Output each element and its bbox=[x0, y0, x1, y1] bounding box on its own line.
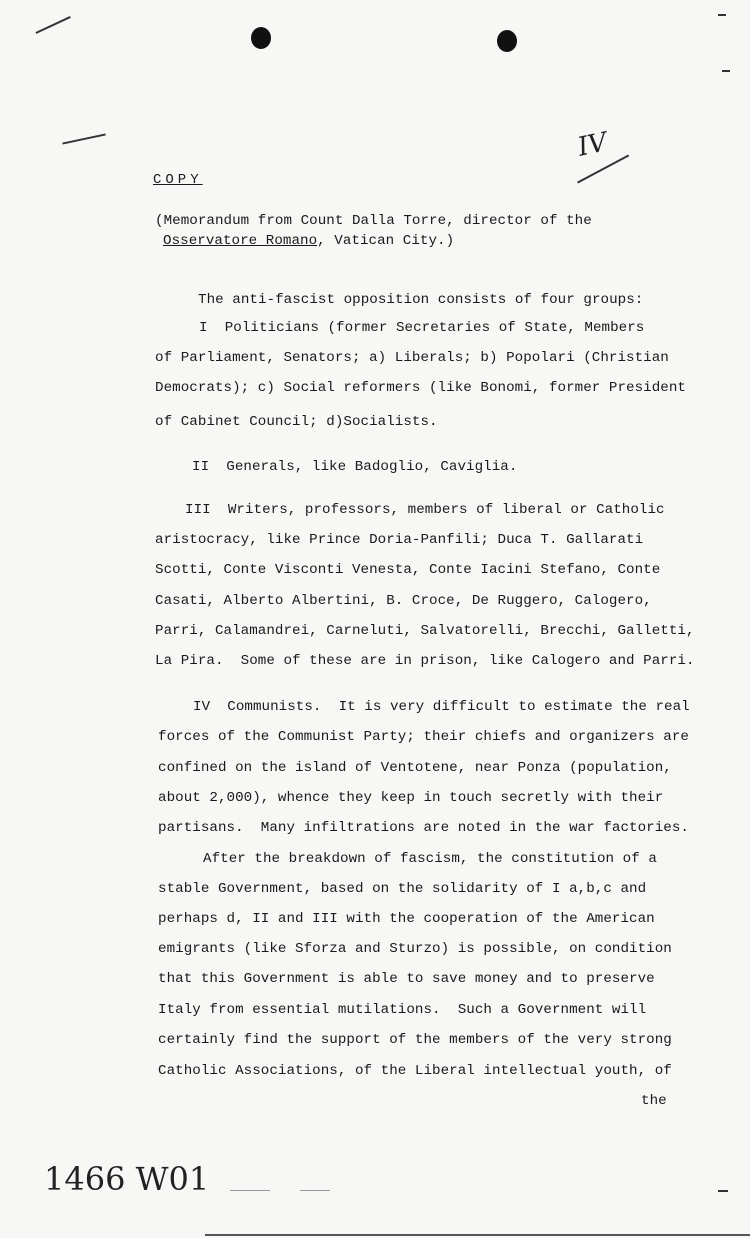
faint-mark bbox=[230, 1190, 270, 1191]
stray-mark bbox=[718, 1190, 728, 1192]
body-line: Parri, Calamandrei, Carneluti, Salvatorelli, Brecchi, Galletti, bbox=[155, 623, 695, 639]
punch-hole-left bbox=[251, 27, 271, 49]
faint-mark bbox=[300, 1190, 330, 1191]
catchword: the bbox=[641, 1093, 667, 1109]
bottom-edge-line bbox=[205, 1234, 750, 1236]
body-line: III Writers, professors, members of liberal or Catholic bbox=[185, 502, 665, 518]
stray-mark bbox=[722, 70, 730, 72]
body-line: about 2,000), whence they keep in touch secretly with their bbox=[158, 790, 664, 806]
body-line: Democrats); c) Social reformers (like Bonomi, former President bbox=[155, 380, 686, 396]
body-line: La Pira. Some of these are in prison, like Calogero and Parri. bbox=[155, 653, 695, 669]
body-line: forces of the Communist Party; their chiefs and organizers are bbox=[158, 729, 689, 745]
body-line: II Generals, like Badoglio, Caviglia. bbox=[192, 459, 518, 475]
body-line: of Cabinet Council; d)Socialists. bbox=[155, 414, 438, 430]
body-line: Catholic Associations, of the Liberal intellectual youth, of bbox=[158, 1063, 672, 1079]
handwritten-annotation: IV bbox=[575, 127, 610, 163]
body-line: perhaps d, II and III with the cooperation of the American bbox=[158, 911, 655, 927]
memo-line-1: (Memorandum from Count Dalla Torre, director of the bbox=[155, 213, 592, 229]
body-line: that this Government is able to save money and to preserve bbox=[158, 971, 655, 987]
body-line: Italy from essential mutilations. Such a Government will bbox=[158, 1002, 647, 1018]
stray-mark bbox=[35, 16, 70, 33]
body-line: certainly find the support of the members of the very strong bbox=[158, 1032, 672, 1048]
body-line: Casati, Alberto Albertini, B. Croce, De Ruggero, Calogero, bbox=[155, 593, 652, 609]
punch-hole-right bbox=[497, 30, 517, 52]
memo-line-2 bbox=[163, 232, 454, 250]
body-line: partisans. Many infiltrations are noted in the war factories. bbox=[158, 820, 689, 836]
body-line: emigrants (like Sforza and Sturzo) is possible, on condition bbox=[158, 941, 672, 957]
newspaper-name: Osservatore Romano bbox=[163, 233, 318, 249]
stray-mark bbox=[62, 133, 105, 144]
body-line: After the breakdown of fascism, the constitution of a bbox=[203, 851, 657, 867]
body-line: aristocracy, like Prince Doria-Panfili; Duca T. Gallarati bbox=[155, 532, 644, 548]
body-line: of Parliament, Senators; a) Liberals; b) Popolari (Christian bbox=[155, 350, 669, 366]
handwritten-file-number: 1466 W01 bbox=[44, 1160, 210, 1198]
body-line: confined on the island of Ventotene, near Ponza (population, bbox=[158, 760, 672, 776]
body-line: IV Communists. It is very difficult to estimate the real bbox=[193, 699, 690, 715]
body-line: stable Government, based on the solidarity of I a,b,c and bbox=[158, 881, 647, 897]
stray-mark bbox=[718, 14, 726, 16]
memo-line-2-rest: , Vatican City.) bbox=[317, 233, 455, 249]
body-line: The anti-fascist opposition consists of four groups: bbox=[198, 292, 644, 308]
body-line: Scotti, Conte Visconti Venesta, Conte Iacini Stefano, Conte bbox=[155, 562, 661, 578]
copy-heading: COPY bbox=[153, 172, 203, 188]
body-line: I Politicians (former Secretaries of State, Members bbox=[199, 320, 645, 336]
